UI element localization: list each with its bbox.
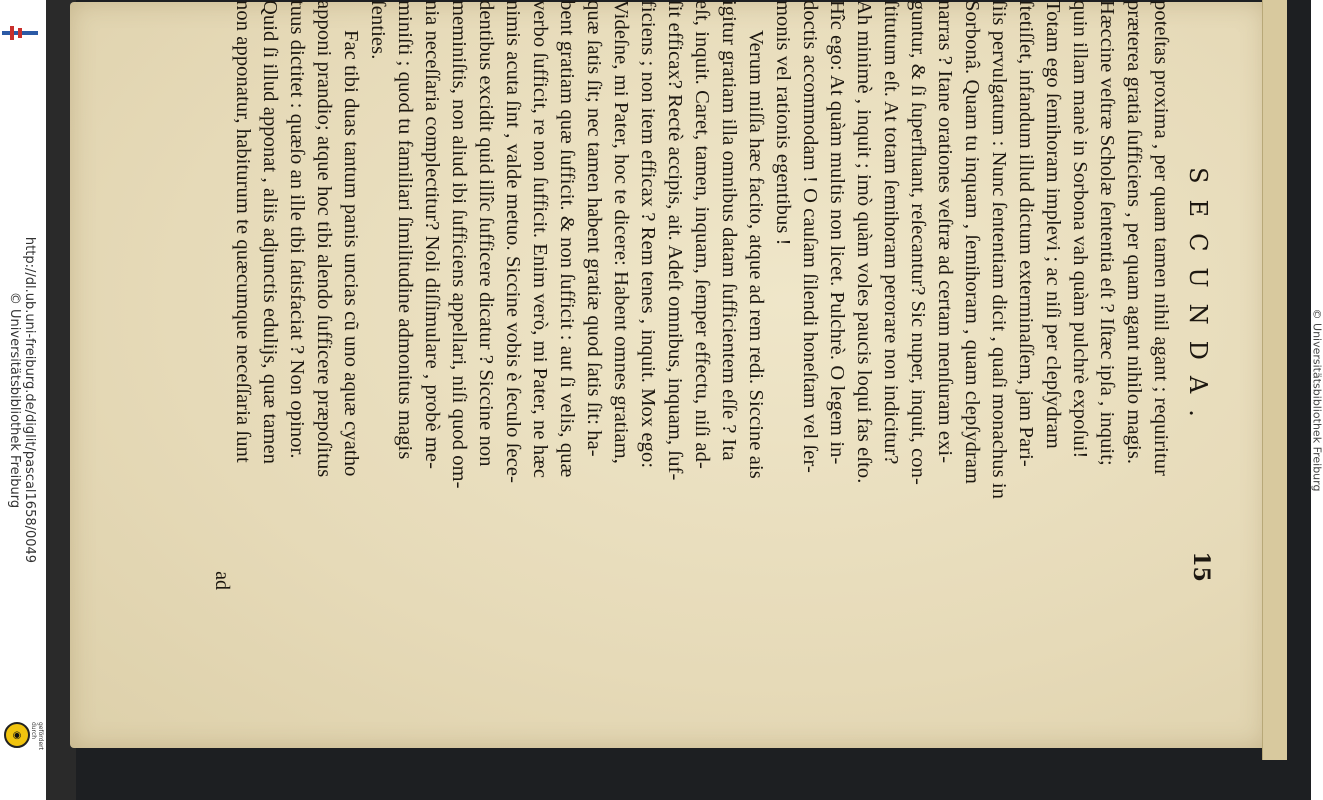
- text-line: nia neceſſaria complectitur? Noli diſſimulare , probè me-: [421, 0, 443, 470]
- text-line: igitur gratiam illa omnibus datam ſufficientem eſſe ? Ita: [718, 0, 740, 461]
- text-line: dentibus excidit quid illîc ſufficere dicatur ? Siccine non: [475, 0, 497, 467]
- text-line: miniſti ; quod tu familiari ſimilitudine admonitus magis: [394, 0, 416, 460]
- text-line: tuus dictitet : quæſo an ille tibi ſatisfaciat ? Non opinor.: [286, 0, 308, 459]
- text-line: Ah minimè , inquit ; imò quàm voles paucis loqui fas eſto.: [853, 0, 875, 484]
- text-line: Videſne, mi Pater, hoc te dicere: Habent omnes gratiam,: [610, 0, 632, 464]
- text-line: quin illam manè in Sorbona vah quàm pulchrè expoſui!: [1069, 0, 1091, 459]
- text-line: nimis acuta ſint , valde metuo. Siccine vobis è ſeculo ſece-: [502, 0, 524, 484]
- text-line: bent gratiam quæ ſufficit. & non ſufficit : aut ſi velis, quæ: [556, 0, 578, 478]
- text-line: Quid ſi illud apponat , aliis adjunctis edulijs, quæ tamen: [259, 0, 281, 465]
- text-line: ſit efficax? Rectè accipis, ait. Adeſt omnibus, inquam, ſuf-: [664, 0, 686, 481]
- text-line: ſiis pervulgatum : Nunc ſententiam dicit , quaſi monachus in: [988, 0, 1010, 500]
- source-url-text: [7, 237, 37, 563]
- text-line: apponi prandio; atque hoc tibi alendo ſufficere præpoſitus: [313, 0, 335, 478]
- text-line: monis vel rationis egentibus !: [772, 0, 794, 246]
- text-line: meminiſtis, non aliud ibi ſufficiens appellari, niſi quod om-: [448, 0, 470, 489]
- text-line: ficiens ; non item efficax ? Rem tenes , inquit. Mox ego:: [637, 0, 659, 469]
- text-line: ſtetiſſet, infandum illud dictum exterminaſſem, jam Pari-: [1015, 0, 1037, 467]
- text-body: [229, 0, 1174, 600]
- text-line: præterea gratia ſufficiens , per quam agant nihilo magis.: [1123, 0, 1145, 465]
- text-line: ſtitutum eſt. At totam ſemihoram perorare non indicitur?: [880, 0, 902, 465]
- text-line: Sorbonâ. Quam tu inquam , ſemihoram , quam clepſydram: [961, 0, 983, 485]
- text-line: Hîc ego: At quàm multis non licet. Pulchrè. O legem in-: [826, 0, 848, 465]
- text-line: Fac tibi duas tantum panis uncias cũ uno aquæ cyatho: [340, 30, 362, 477]
- viewer-left-sidebar: [0, 0, 46, 800]
- right-copyright-text: © Universitätsbibliothek Freiburg: [1310, 308, 1323, 492]
- text-line: Verum miſſa hæc facito, atque ad rem redi. Siccine ais: [745, 30, 767, 479]
- funding-logo-icon: ◉: [4, 722, 30, 748]
- text-line: Totam ego ſemihoram implevi ; ac niſi per clepſydram: [1042, 0, 1064, 449]
- text-line: verbo ſufficit, re non ſufficit. Enim verò, mi Pater, ne hæc: [529, 0, 551, 479]
- page-number: 15: [1188, 551, 1214, 582]
- url-line: http://dl.ub.uni-freiburg.de/diglit/pascal1658/0049: [22, 236, 37, 564]
- text-line: doctis accommodam ! O cauſam ſilendi honeſtam vel ſer-: [799, 0, 821, 473]
- text-line: eſt, inquit. Caret, tamen, inquam, ſemper effectu, niſi ad-: [691, 0, 713, 469]
- text-line: poteſtas proxima , per quam tamen nihil agant ; requiritur: [1150, 0, 1172, 477]
- flag-icon: [2, 26, 38, 40]
- viewer-right-sidebar: [1311, 0, 1323, 800]
- text-line: quæ ſatis ſit; nec tamen habent gratiæ quod ſatis ſit: ha-: [583, 0, 605, 457]
- page-edge: [1262, 0, 1287, 760]
- logo-caption: gefördert durch: [30, 722, 44, 750]
- text-line: Hæccine veſtræ Scholæ ſententia eſt ? Iſtæc ipſa , inquit;: [1096, 0, 1118, 466]
- running-head: SECUNDA.: [1184, 167, 1212, 433]
- text-line: ſenties.: [367, 0, 389, 60]
- catchword: ad: [211, 571, 233, 590]
- copyright-line: © Universitätsbibliothek Freiburg: [7, 291, 22, 509]
- text-line: guntur, & ſi ſuperfluant, reſecantur? Sic nuper, inquit, con-: [907, 0, 929, 485]
- text-line: non apponatur, habiturum te quæcumque neceſſaria ſunt: [232, 0, 254, 463]
- text-line: narras ? Itane orationes veſtræ ad certam menſuram exi-: [934, 0, 956, 464]
- page-text-rotated: [211, 0, 1220, 600]
